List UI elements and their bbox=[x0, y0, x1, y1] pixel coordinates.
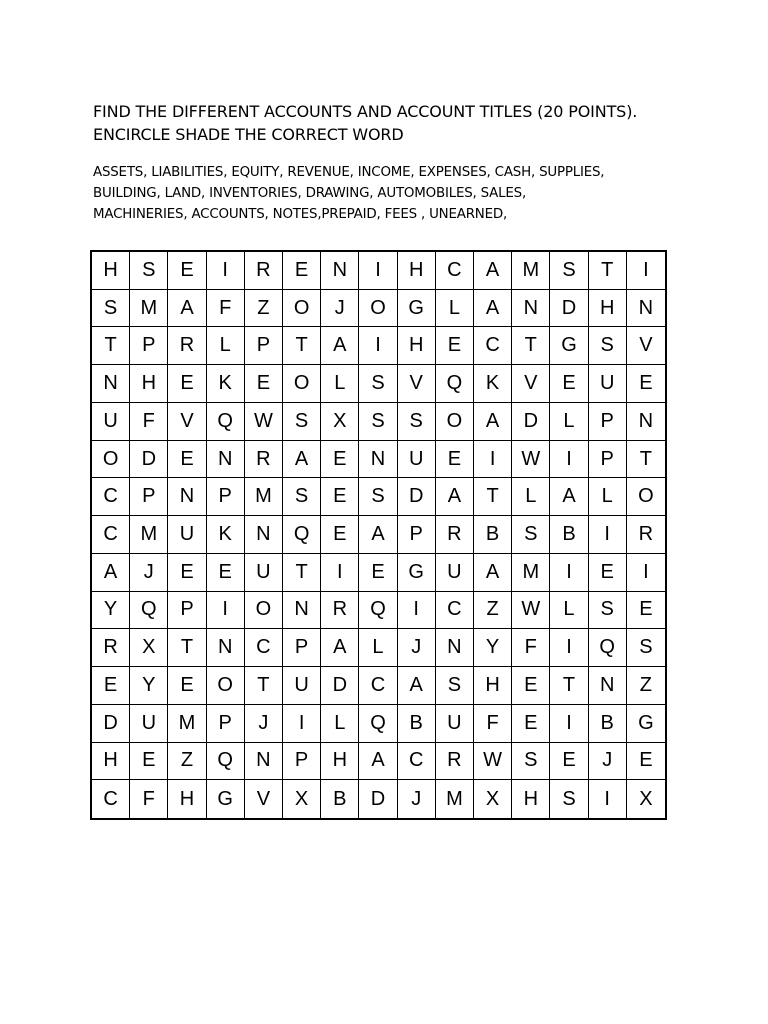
grid-cell[interactable]: E bbox=[550, 743, 588, 781]
grid-cell[interactable]: W bbox=[512, 441, 550, 479]
grid-cell[interactable]: M bbox=[512, 554, 550, 592]
word-list-line-1: ASSETS, LIABILITIES, EQUITY, REVENUE, INCOME, EXPENSES, CASH, SUPPLIES, bbox=[93, 165, 605, 180]
grid-cell[interactable]: O bbox=[207, 667, 245, 705]
grid-cell[interactable]: H bbox=[589, 290, 627, 328]
grid-cell[interactable]: Q bbox=[283, 516, 321, 554]
grid-cell[interactable]: O bbox=[245, 592, 283, 630]
grid-cell[interactable]: S bbox=[283, 403, 321, 441]
grid-cell[interactable]: C bbox=[359, 667, 397, 705]
grid-cell[interactable]: L bbox=[321, 365, 359, 403]
grid-cell[interactable]: E bbox=[168, 667, 206, 705]
grid-cell[interactable]: N bbox=[92, 365, 130, 403]
grid-cell[interactable]: E bbox=[207, 554, 245, 592]
grid-cell[interactable]: J bbox=[398, 780, 436, 818]
grid-cell[interactable]: U bbox=[436, 705, 474, 743]
grid-cell[interactable]: E bbox=[321, 516, 359, 554]
grid-cell[interactable]: P bbox=[245, 327, 283, 365]
grid-cell[interactable]: Z bbox=[168, 743, 206, 781]
grid-cell[interactable]: L bbox=[436, 290, 474, 328]
grid-cell[interactable]: S bbox=[92, 290, 130, 328]
grid-cell[interactable]: D bbox=[130, 441, 168, 479]
grid-cell[interactable]: M bbox=[512, 252, 550, 290]
grid-cell[interactable]: V bbox=[245, 780, 283, 818]
grid-cell[interactable]: N bbox=[627, 290, 665, 328]
grid-cell[interactable]: A bbox=[436, 478, 474, 516]
grid-cell[interactable]: N bbox=[168, 478, 206, 516]
grid-cell[interactable]: C bbox=[436, 252, 474, 290]
grid-cell[interactable]: A bbox=[168, 290, 206, 328]
grid-cell[interactable]: E bbox=[512, 705, 550, 743]
grid-cell[interactable]: X bbox=[283, 780, 321, 818]
grid-cell[interactable]: H bbox=[130, 365, 168, 403]
grid-cell[interactable]: D bbox=[92, 705, 130, 743]
grid-cell[interactable]: L bbox=[321, 705, 359, 743]
grid-cell[interactable]: H bbox=[398, 252, 436, 290]
grid-cell[interactable]: V bbox=[168, 403, 206, 441]
grid-cell[interactable]: U bbox=[245, 554, 283, 592]
grid-cell[interactable]: I bbox=[359, 252, 397, 290]
grid-cell[interactable]: E bbox=[283, 252, 321, 290]
grid-cell[interactable]: Q bbox=[436, 365, 474, 403]
grid-cell[interactable]: E bbox=[168, 365, 206, 403]
grid-cell[interactable]: H bbox=[168, 780, 206, 818]
grid-cell[interactable]: Q bbox=[359, 592, 397, 630]
grid-cell[interactable]: E bbox=[359, 554, 397, 592]
grid-cell[interactable]: E bbox=[168, 554, 206, 592]
grid-cell[interactable]: F bbox=[130, 403, 168, 441]
grid-cell[interactable]: E bbox=[436, 327, 474, 365]
grid-cell[interactable]: S bbox=[550, 252, 588, 290]
grid-cell[interactable]: A bbox=[92, 554, 130, 592]
grid-cell[interactable]: N bbox=[245, 743, 283, 781]
grid-cell[interactable]: I bbox=[550, 629, 588, 667]
grid-cell[interactable]: J bbox=[398, 629, 436, 667]
grid-cell[interactable]: A bbox=[550, 478, 588, 516]
grid-cell[interactable]: O bbox=[627, 478, 665, 516]
grid-cell[interactable]: I bbox=[550, 554, 588, 592]
grid-cell[interactable]: X bbox=[130, 629, 168, 667]
grid-cell[interactable]: U bbox=[168, 516, 206, 554]
grid-cell[interactable]: R bbox=[436, 743, 474, 781]
grid-cell[interactable]: R bbox=[627, 516, 665, 554]
word-list-line-2: BUILDING, LAND, INVENTORIES, DRAWING, AUTOMOBILES, SALES, bbox=[93, 186, 527, 201]
grid-cell[interactable]: A bbox=[321, 629, 359, 667]
grid-cell[interactable]: R bbox=[321, 592, 359, 630]
grid-cell[interactable]: Q bbox=[589, 629, 627, 667]
grid-cell[interactable]: I bbox=[627, 554, 665, 592]
grid-cell[interactable]: L bbox=[359, 629, 397, 667]
grid-cell[interactable]: S bbox=[436, 667, 474, 705]
grid-cell[interactable]: U bbox=[398, 441, 436, 479]
grid-cell[interactable]: P bbox=[589, 441, 627, 479]
grid-cell[interactable]: I bbox=[627, 252, 665, 290]
grid-cell[interactable]: E bbox=[512, 667, 550, 705]
grid-cell[interactable]: P bbox=[283, 743, 321, 781]
grid-cell[interactable]: F bbox=[474, 705, 512, 743]
grid-cell[interactable]: R bbox=[245, 441, 283, 479]
grid-cell[interactable]: J bbox=[589, 743, 627, 781]
grid-cell[interactable]: M bbox=[130, 516, 168, 554]
grid-cell[interactable]: G bbox=[207, 780, 245, 818]
grid-cell[interactable]: S bbox=[512, 743, 550, 781]
grid-cell[interactable]: A bbox=[474, 252, 512, 290]
grid-cell[interactable]: H bbox=[92, 743, 130, 781]
grid-cell[interactable]: I bbox=[474, 441, 512, 479]
grid-cell[interactable]: C bbox=[92, 516, 130, 554]
grid-cell[interactable]: E bbox=[550, 365, 588, 403]
grid-cell[interactable]: B bbox=[550, 516, 588, 554]
grid-cell[interactable]: T bbox=[283, 327, 321, 365]
grid-cell[interactable]: P bbox=[130, 478, 168, 516]
grid-cell[interactable]: N bbox=[207, 441, 245, 479]
word-list-line-3: MACHINERIES, ACCOUNTS, NOTES,PREPAID, FEES , UNEARNED, bbox=[93, 207, 508, 222]
grid-cell[interactable]: E bbox=[589, 554, 627, 592]
grid-cell[interactable]: E bbox=[130, 743, 168, 781]
grid-cell[interactable]: K bbox=[474, 365, 512, 403]
grid-cell[interactable]: N bbox=[245, 516, 283, 554]
grid-cell[interactable]: S bbox=[512, 516, 550, 554]
grid-cell[interactable]: I bbox=[589, 516, 627, 554]
grid-cell[interactable]: Q bbox=[207, 403, 245, 441]
grid-cell[interactable]: D bbox=[321, 667, 359, 705]
grid-cell[interactable]: M bbox=[130, 290, 168, 328]
grid-cell[interactable]: A bbox=[474, 554, 512, 592]
grid-cell[interactable]: W bbox=[474, 743, 512, 781]
grid-cell[interactable]: A bbox=[321, 327, 359, 365]
grid-cell[interactable]: S bbox=[589, 592, 627, 630]
grid-cell[interactable]: E bbox=[627, 365, 665, 403]
grid-cell[interactable]: I bbox=[550, 705, 588, 743]
grid-cell[interactable]: N bbox=[512, 290, 550, 328]
grid-cell[interactable]: P bbox=[130, 327, 168, 365]
grid-cell[interactable]: E bbox=[92, 667, 130, 705]
grid-cell[interactable]: I bbox=[207, 252, 245, 290]
grid-cell[interactable]: I bbox=[359, 327, 397, 365]
grid-cell[interactable]: F bbox=[512, 629, 550, 667]
grid-cell[interactable]: R bbox=[436, 516, 474, 554]
grid-cell[interactable]: V bbox=[512, 365, 550, 403]
grid-cell[interactable]: P bbox=[398, 516, 436, 554]
grid-cell[interactable]: H bbox=[92, 252, 130, 290]
grid-cell[interactable]: C bbox=[436, 592, 474, 630]
grid-cell[interactable]: Y bbox=[474, 629, 512, 667]
grid-cell[interactable]: M bbox=[245, 478, 283, 516]
grid-cell[interactable]: K bbox=[207, 365, 245, 403]
grid-cell[interactable]: J bbox=[245, 705, 283, 743]
grid-cell[interactable]: G bbox=[627, 705, 665, 743]
grid-cell[interactable]: T bbox=[283, 554, 321, 592]
grid-cell[interactable]: S bbox=[283, 478, 321, 516]
grid-cell[interactable]: A bbox=[359, 743, 397, 781]
grid-cell[interactable]: C bbox=[474, 327, 512, 365]
grid-cell[interactable]: T bbox=[512, 327, 550, 365]
grid-cell[interactable]: T bbox=[168, 629, 206, 667]
grid-cell[interactable]: M bbox=[168, 705, 206, 743]
grid-cell[interactable]: L bbox=[550, 403, 588, 441]
grid-cell[interactable]: U bbox=[130, 705, 168, 743]
grid-cell[interactable]: D bbox=[512, 403, 550, 441]
grid-cell[interactable]: U bbox=[283, 667, 321, 705]
grid-cell[interactable]: R bbox=[245, 252, 283, 290]
grid-cell[interactable]: E bbox=[436, 441, 474, 479]
grid-cell[interactable]: U bbox=[92, 403, 130, 441]
grid-cell[interactable]: I bbox=[589, 780, 627, 818]
grid-cell[interactable]: N bbox=[436, 629, 474, 667]
grid-cell[interactable]: K bbox=[207, 516, 245, 554]
grid-cell[interactable]: T bbox=[474, 478, 512, 516]
instruction-line-2: ENCIRCLE SHADE THE CORRECT WORD bbox=[93, 125, 404, 144]
grid-cell[interactable]: R bbox=[168, 327, 206, 365]
grid-cell[interactable]: Z bbox=[627, 667, 665, 705]
grid-cell[interactable]: P bbox=[589, 403, 627, 441]
grid-cell[interactable]: E bbox=[245, 365, 283, 403]
grid-cell[interactable]: T bbox=[92, 327, 130, 365]
grid-cell[interactable]: S bbox=[589, 327, 627, 365]
grid-cell[interactable]: Z bbox=[474, 592, 512, 630]
grid-cell[interactable]: I bbox=[207, 592, 245, 630]
grid-cell[interactable]: L bbox=[550, 592, 588, 630]
grid-cell[interactable]: Q bbox=[207, 743, 245, 781]
instruction-line-1: FIND THE DIFFERENT ACCOUNTS AND ACCOUNT TITLES (20 POINTS). bbox=[93, 102, 638, 121]
grid-cell[interactable]: G bbox=[550, 327, 588, 365]
grid-cell[interactable]: P bbox=[207, 705, 245, 743]
grid-cell[interactable]: A bbox=[474, 290, 512, 328]
grid-cell[interactable]: W bbox=[245, 403, 283, 441]
grid-cell[interactable]: U bbox=[589, 365, 627, 403]
grid-cell[interactable]: N bbox=[207, 629, 245, 667]
grid-cell[interactable]: Y bbox=[130, 667, 168, 705]
grid-cell[interactable]: J bbox=[321, 290, 359, 328]
grid-cell[interactable]: E bbox=[321, 478, 359, 516]
grid-cell[interactable]: E bbox=[321, 441, 359, 479]
grid-cell[interactable]: E bbox=[627, 743, 665, 781]
grid-cell[interactable]: N bbox=[589, 667, 627, 705]
grid-cell[interactable]: A bbox=[359, 516, 397, 554]
grid-cell[interactable]: N bbox=[359, 441, 397, 479]
grid-cell[interactable]: X bbox=[474, 780, 512, 818]
grid-cell[interactable]: E bbox=[168, 252, 206, 290]
grid-cell[interactable]: O bbox=[92, 441, 130, 479]
grid-cell[interactable]: O bbox=[359, 290, 397, 328]
grid-cell[interactable]: F bbox=[207, 290, 245, 328]
grid-cell[interactable]: I bbox=[283, 705, 321, 743]
grid-cell[interactable]: Q bbox=[359, 705, 397, 743]
grid-cell[interactable]: D bbox=[359, 780, 397, 818]
grid-cell[interactable]: R bbox=[92, 629, 130, 667]
grid-cell[interactable]: Y bbox=[92, 592, 130, 630]
grid-cell[interactable]: B bbox=[321, 780, 359, 818]
grid-cell[interactable]: O bbox=[283, 365, 321, 403]
grid-cell[interactable]: B bbox=[398, 705, 436, 743]
grid-cell[interactable]: I bbox=[321, 554, 359, 592]
grid-cell[interactable]: S bbox=[359, 365, 397, 403]
grid-cell[interactable]: T bbox=[627, 441, 665, 479]
grid-cell[interactable]: T bbox=[245, 667, 283, 705]
grid-cell[interactable]: X bbox=[321, 403, 359, 441]
grid-cell[interactable]: G bbox=[398, 290, 436, 328]
grid-cell[interactable]: C bbox=[245, 629, 283, 667]
grid-cell[interactable]: S bbox=[130, 252, 168, 290]
grid-cell[interactable]: B bbox=[589, 705, 627, 743]
grid-cell[interactable]: Q bbox=[130, 592, 168, 630]
grid-cell[interactable]: C bbox=[92, 780, 130, 818]
word-search-grid bbox=[90, 250, 667, 820]
grid-cell[interactable]: Z bbox=[245, 290, 283, 328]
grid-cell[interactable]: E bbox=[627, 592, 665, 630]
grid-cell[interactable]: T bbox=[550, 667, 588, 705]
grid-cell[interactable]: E bbox=[168, 441, 206, 479]
grid-cell[interactable]: W bbox=[512, 592, 550, 630]
grid-cell[interactable]: C bbox=[92, 478, 130, 516]
grid-cell[interactable]: V bbox=[627, 327, 665, 365]
grid-cell[interactable]: M bbox=[436, 780, 474, 818]
grid-cell[interactable]: S bbox=[359, 403, 397, 441]
grid-cell[interactable]: S bbox=[550, 780, 588, 818]
grid-cell[interactable]: N bbox=[321, 252, 359, 290]
grid-cell[interactable]: S bbox=[359, 478, 397, 516]
grid-cell[interactable]: P bbox=[283, 629, 321, 667]
grid-cell[interactable]: P bbox=[207, 478, 245, 516]
grid-cell[interactable]: H bbox=[321, 743, 359, 781]
grid-cell[interactable]: D bbox=[398, 478, 436, 516]
grid-cell[interactable]: I bbox=[398, 592, 436, 630]
grid-cell[interactable]: L bbox=[589, 478, 627, 516]
grid-cell[interactable]: B bbox=[474, 516, 512, 554]
grid-cell[interactable]: A bbox=[283, 441, 321, 479]
grid-cell[interactable]: F bbox=[130, 780, 168, 818]
grid-cell[interactable]: H bbox=[512, 780, 550, 818]
grid-cell[interactable]: G bbox=[398, 554, 436, 592]
grid-cell[interactable]: L bbox=[512, 478, 550, 516]
grid-cell[interactable]: T bbox=[589, 252, 627, 290]
grid-cell[interactable]: I bbox=[550, 441, 588, 479]
grid-cell[interactable]: N bbox=[627, 403, 665, 441]
grid-cell[interactable]: O bbox=[436, 403, 474, 441]
grid-cell[interactable]: X bbox=[639, 787, 653, 810]
grid-cell[interactable]: S bbox=[398, 403, 436, 441]
grid-cell[interactable]: L bbox=[207, 327, 245, 365]
grid-cell[interactable]: H bbox=[474, 667, 512, 705]
grid-cell[interactable]: A bbox=[474, 403, 512, 441]
grid-cell[interactable]: O bbox=[283, 290, 321, 328]
grid-cell[interactable]: D bbox=[550, 290, 588, 328]
grid-cell[interactable]: C bbox=[398, 743, 436, 781]
grid-cell[interactable]: S bbox=[627, 629, 665, 667]
grid-cell[interactable]: N bbox=[283, 592, 321, 630]
grid-cell[interactable]: H bbox=[398, 327, 436, 365]
grid-cell[interactable]: J bbox=[130, 554, 168, 592]
grid-cell[interactable]: U bbox=[436, 554, 474, 592]
grid-cell[interactable]: P bbox=[168, 592, 206, 630]
grid-cell[interactable]: A bbox=[398, 667, 436, 705]
grid-cell[interactable]: V bbox=[398, 365, 436, 403]
